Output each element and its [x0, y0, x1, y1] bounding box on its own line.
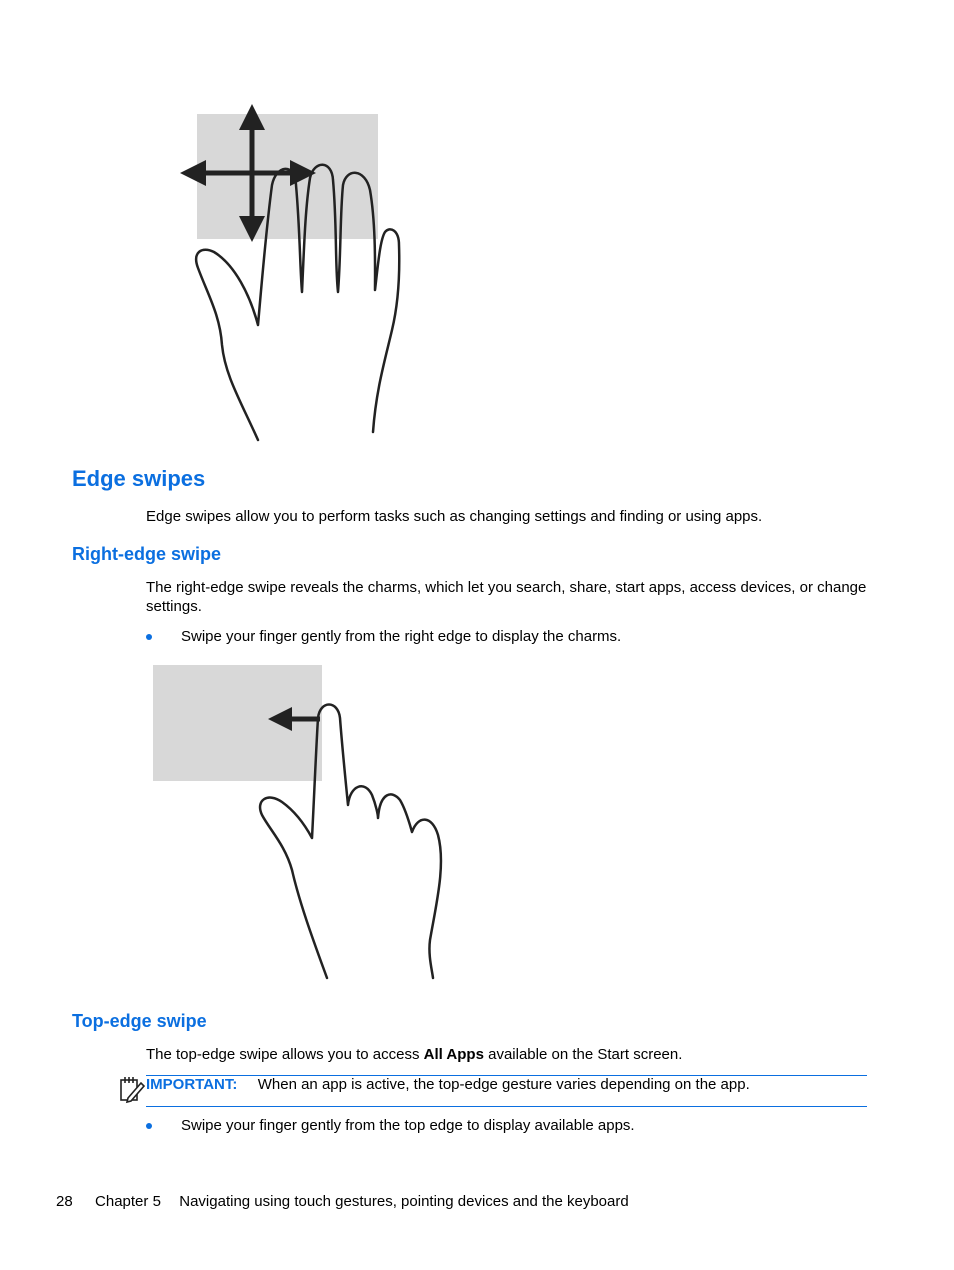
- right-edge-description: The right-edge swipe reveals the charms, which let you search, share, start apps, access devices, or change settings.: [146, 579, 867, 615]
- chapter-label: Chapter 5: [95, 1193, 161, 1210]
- top-edge-description-text: The top-edge swipe allows you to access: [146, 1046, 424, 1063]
- chapter-title: Navigating using touch gestures, pointing devices and the keyboard: [179, 1193, 629, 1210]
- bullet-text: Swipe your finger gently from the right edge to display the charms.: [181, 628, 622, 645]
- touch-area-rect: [153, 665, 322, 781]
- important-note-icon: [119, 1077, 145, 1103]
- page-number: 28: [56, 1193, 73, 1210]
- all-apps-label: All Apps: [423, 1046, 484, 1063]
- important-note: [146, 1075, 750, 1094]
- right-edge-title: Right-edge swipe: [72, 544, 222, 564]
- note-bottom-rule: [146, 1106, 867, 1107]
- top-edge-title: Top-edge swipe: [72, 1011, 207, 1031]
- page-footer: [56, 1192, 629, 1211]
- top-edge-description: [146, 1045, 876, 1064]
- bullet-dot-icon: [146, 1123, 152, 1129]
- important-text: When an app is active, the top-edge gesture varies depending on the app.: [257, 1076, 750, 1093]
- bullet-text: Swipe your finger gently from the top edge to display available apps.: [181, 1117, 635, 1134]
- section-intro: Edge swipes allow you to perform tasks such as changing settings and finding or using apps.: [146, 508, 763, 525]
- important-label: IMPORTANT:: [146, 1076, 238, 1093]
- top-edge-description-text-end: available on the Start screen.: [483, 1046, 683, 1063]
- section-title: Edge swipes: [72, 466, 206, 491]
